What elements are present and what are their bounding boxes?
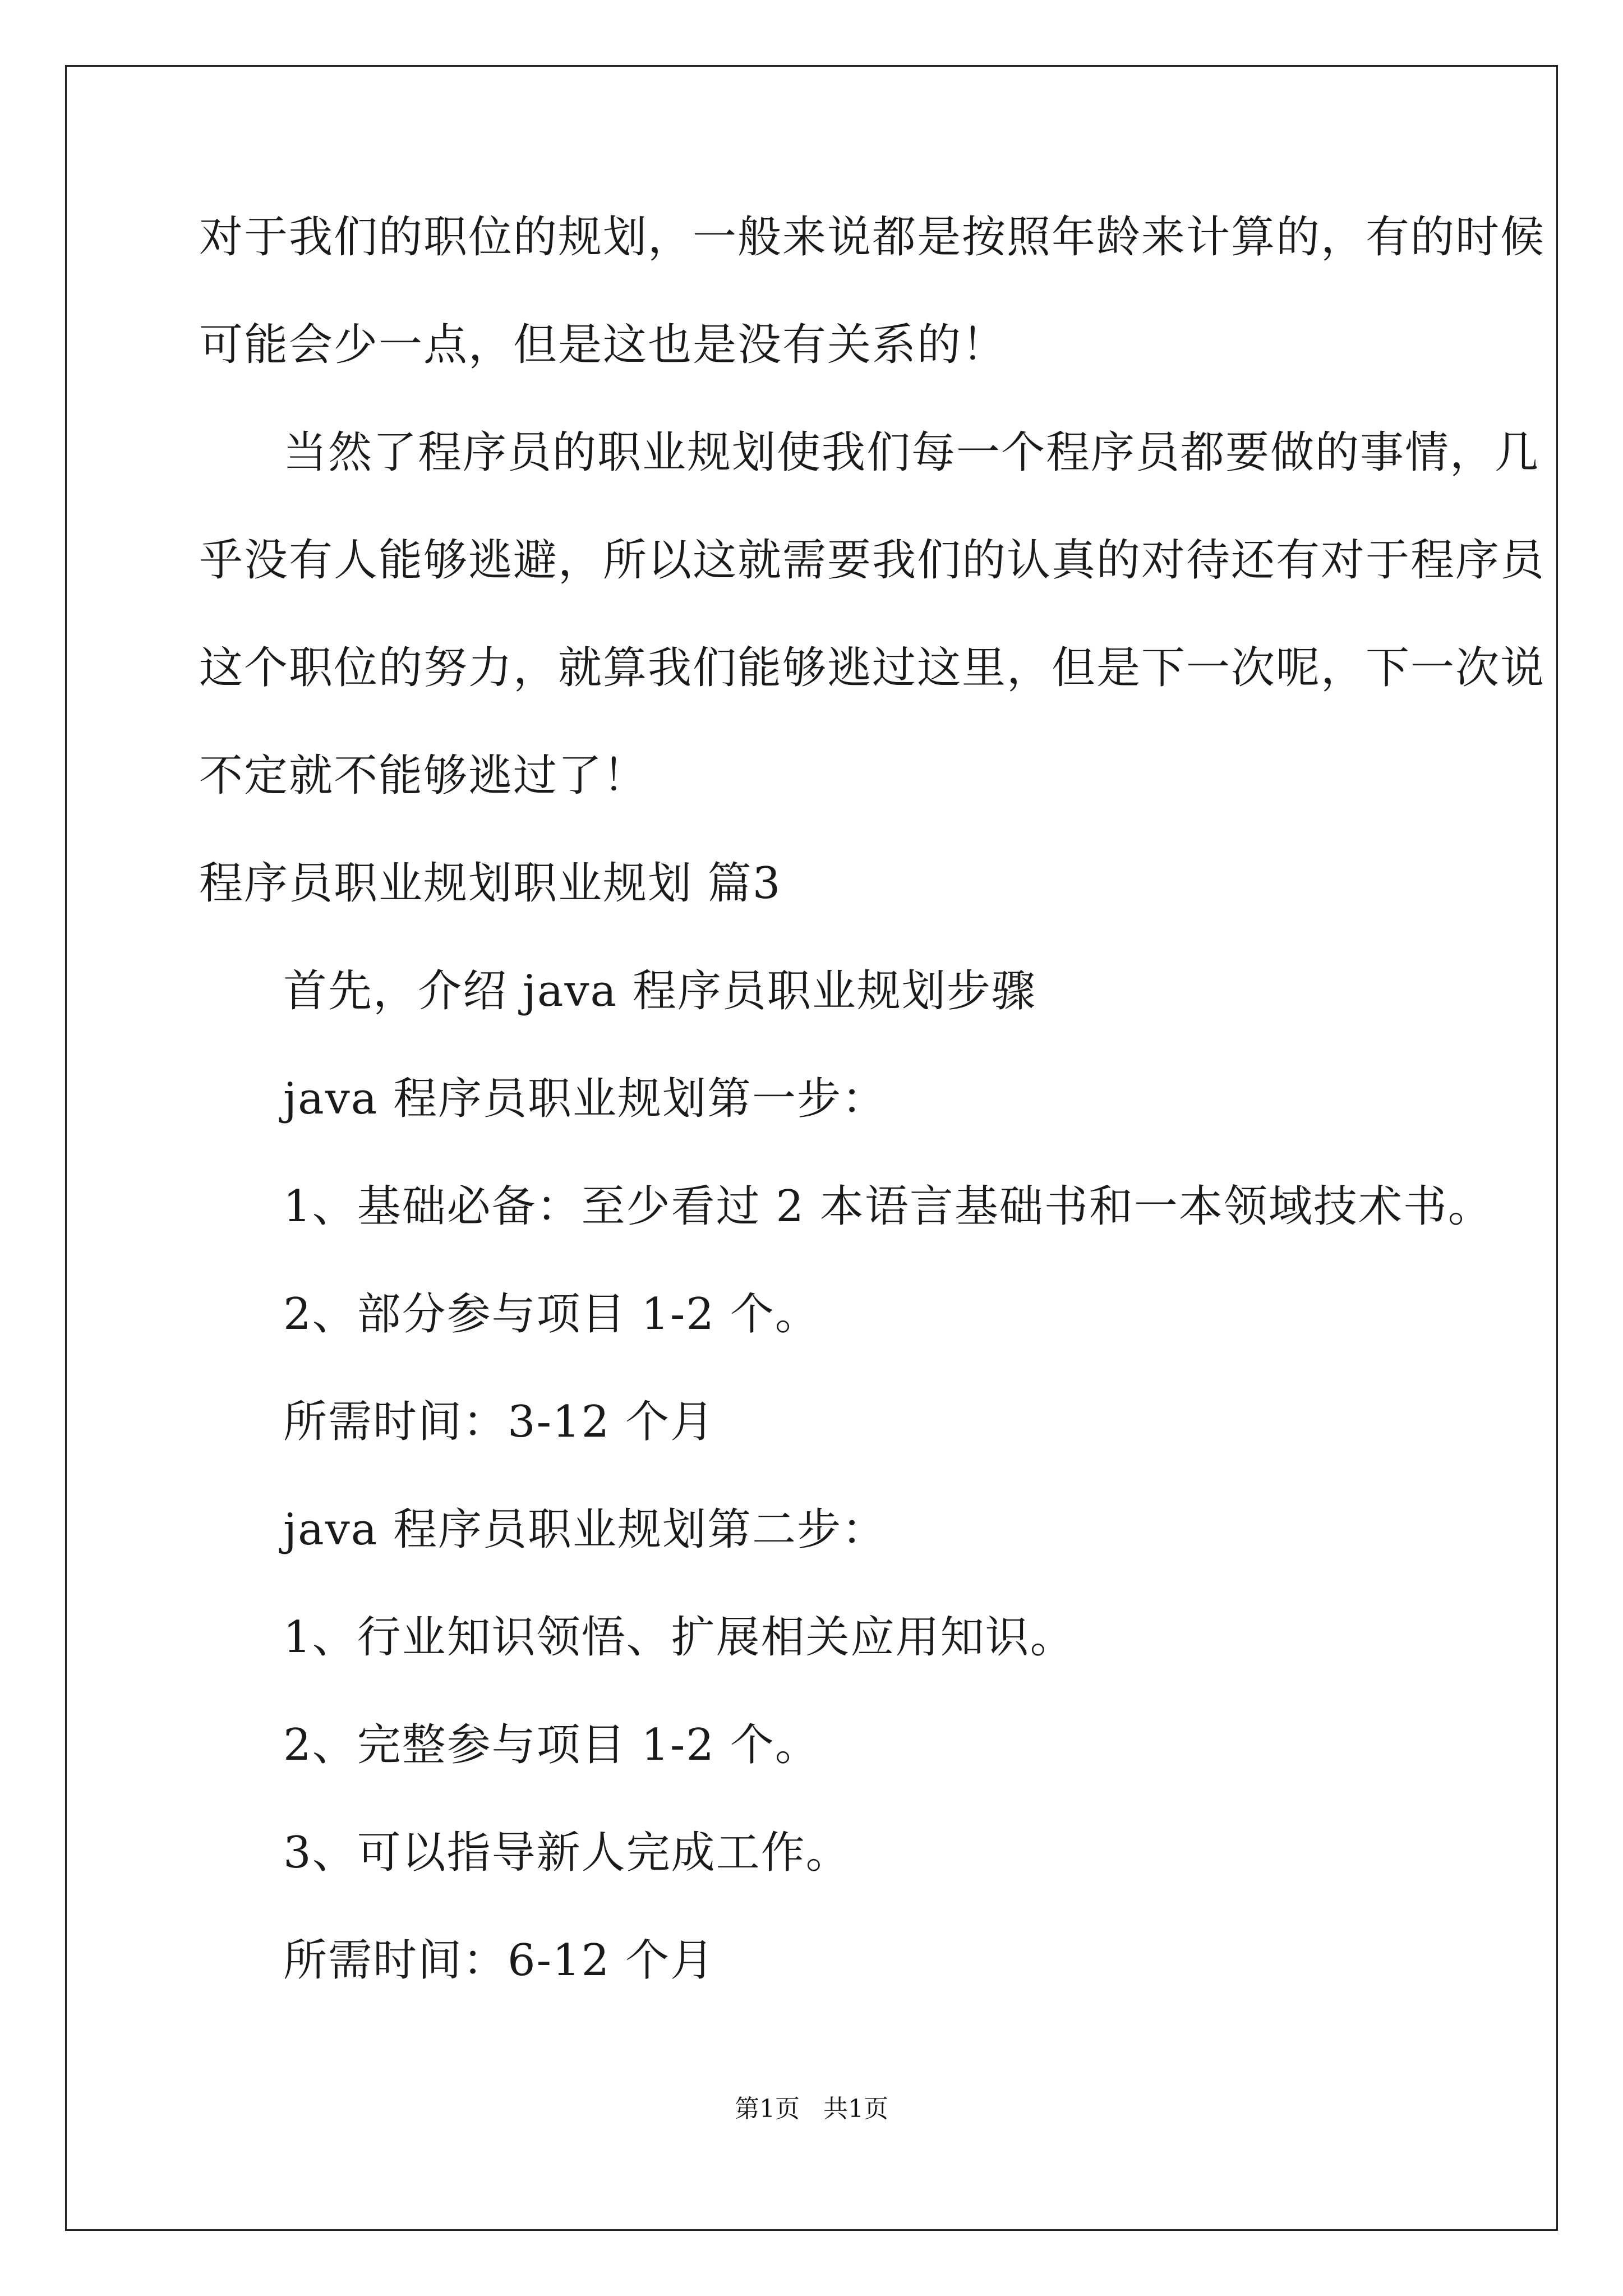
list-item: 3、可以指导新人完成工作。 [283,1828,851,1878]
paragraph-line: 乎没有人能够逃避，所以这就需要我们的认真的对待还有对于程序员 [199,535,1546,586]
section-heading: 程序员职业规划职业规划 篇3 [199,858,782,909]
step-heading: java 程序员职业规划第二步： [283,1504,887,1555]
paragraph-line: 不定就不能够逃过了！ [199,751,648,801]
paragraph-line: 这个职位的努力，就算我们能够逃过这里，但是下一次呢，下一次说 [199,643,1546,693]
page-number: 第1页 [735,2095,800,2123]
list-item: 2、完整参与项目 1-2 个。 [283,1720,820,1770]
duration-text: 所需时间：6-12 个月 [283,1935,716,1986]
page-footer [0,2092,1623,2126]
list-item: 1、行业知识领悟、扩展相关应用知识。 [283,1612,1075,1663]
list-item: 2、部分参与项目 1-2 个。 [283,1289,820,1340]
document-body [199,210,1546,2041]
duration-text: 所需时间：3-12 个月 [283,1397,716,1447]
page-total: 共1页 [823,2095,888,2123]
paragraph-line: 首先，介绍 java 程序员职业规划步骤 [283,966,1036,1016]
list-item: 1、基础必备：至少看过 2 本语言基础书和一本领域技术书。 [283,1181,1493,1232]
paragraph-line: 对于我们的职位的规划，一般来说都是按照年龄来计算的，有的时候 [199,212,1546,263]
paragraph-line: 当然了程序员的职业规划使我们每一个程序员都要做的事情，几 [283,427,1540,478]
step-heading: java 程序员职业规划第一步： [283,1074,887,1124]
paragraph-line: 可能会少一点，但是这也是没有关系的！ [199,320,1007,370]
